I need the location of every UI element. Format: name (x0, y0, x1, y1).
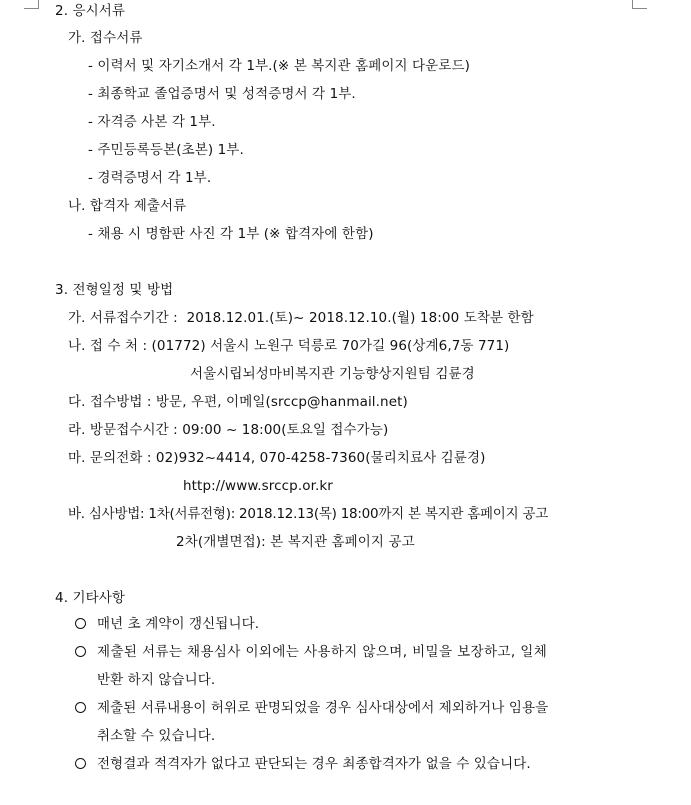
page-corner-mark-left (24, 0, 39, 9)
schedule-na: 나. 접 수 처 : (01772) 서울시 노원구 덕릉로 70가길 96(상계6,7동 771) (68, 338, 510, 354)
section-3-heading: 3. 전형일정 및 방법 (55, 282, 174, 298)
section-4-heading: 4. 기타사항 (55, 590, 126, 606)
circle-bullet-icon (75, 758, 86, 769)
page-corner-mark-right (632, 0, 647, 9)
schedule-da: 다. 접수방법 : 방문, 우편, 이메일(srccp@hanmail.net) (68, 394, 408, 410)
note-item: 제출된 서류내용이 허위로 판명되었을 경우 심사대상에서 제외하거나 임용을 (97, 700, 549, 716)
section-2-heading: 2. 응시서류 (55, 3, 126, 19)
note-item-continued: 반환 하지 않습니다. (97, 672, 216, 688)
document-item: - 경력증명서 각 1부. (88, 170, 212, 186)
schedule-ma: 마. 문의전화 : 02)932~4414, 070-4258-7360(물리치료사 김륜경) (68, 450, 486, 466)
schedule-ga: 가. 서류접수기간 : 2018.12.01.(토)~ 2018.12.10.(월) 18:00 도착분 한함 (68, 310, 534, 326)
circle-bullet-icon (75, 702, 86, 713)
document-item: - 주민등록등본(초본) 1부. (88, 142, 244, 158)
document-item: - 최종학교 졸업증명서 및 성적증명서 각 1부. (88, 86, 356, 102)
note-item: 매년 초 계약이 갱신됩니다. (97, 616, 260, 632)
note-item: 제출된 서류는 채용심사 이외에는 사용하지 않으며, 비밀을 보장하고, 일체 (97, 644, 548, 660)
schedule-na-continued: 서울시립뇌성마비복지관 기능향상지원팀 김륜경 (190, 366, 475, 382)
document-item: - 채용 시 명함판 사진 각 1부 (※ 합격자에 한함) (88, 226, 374, 242)
note-item-continued: 취소할 수 있습니다. (97, 728, 216, 744)
schedule-ba: 바. 심사방법: 1차(서류전형): 2018.12.13(목) 18:00까지 본 복지관 홈페이지 공고 (68, 506, 549, 522)
circle-bullet-icon (75, 618, 86, 629)
document-item: - 이력서 및 자기소개서 각 1부.(※ 본 복지관 홈페이지 다운로드) (88, 58, 470, 74)
document-item: - 자격증 사본 각 1부. (88, 114, 216, 130)
schedule-ra: 라. 방문접수시간 : 09:00 ~ 18:00(토요일 접수가능) (68, 422, 389, 438)
section-2-sub-ga: 가. 접수서류 (68, 30, 143, 46)
website-url: http://www.srccp.or.kr (183, 478, 333, 494)
schedule-ba-continued: 2차(개별면접): 본 복지관 홈페이지 공고 (176, 534, 415, 550)
circle-bullet-icon (75, 646, 86, 657)
note-item: 전형결과 적격자가 없다고 판단되는 경우 최종합격자가 없을 수 있습니다. (97, 756, 531, 772)
section-2-sub-na: 나. 합격자 제출서류 (68, 198, 187, 214)
